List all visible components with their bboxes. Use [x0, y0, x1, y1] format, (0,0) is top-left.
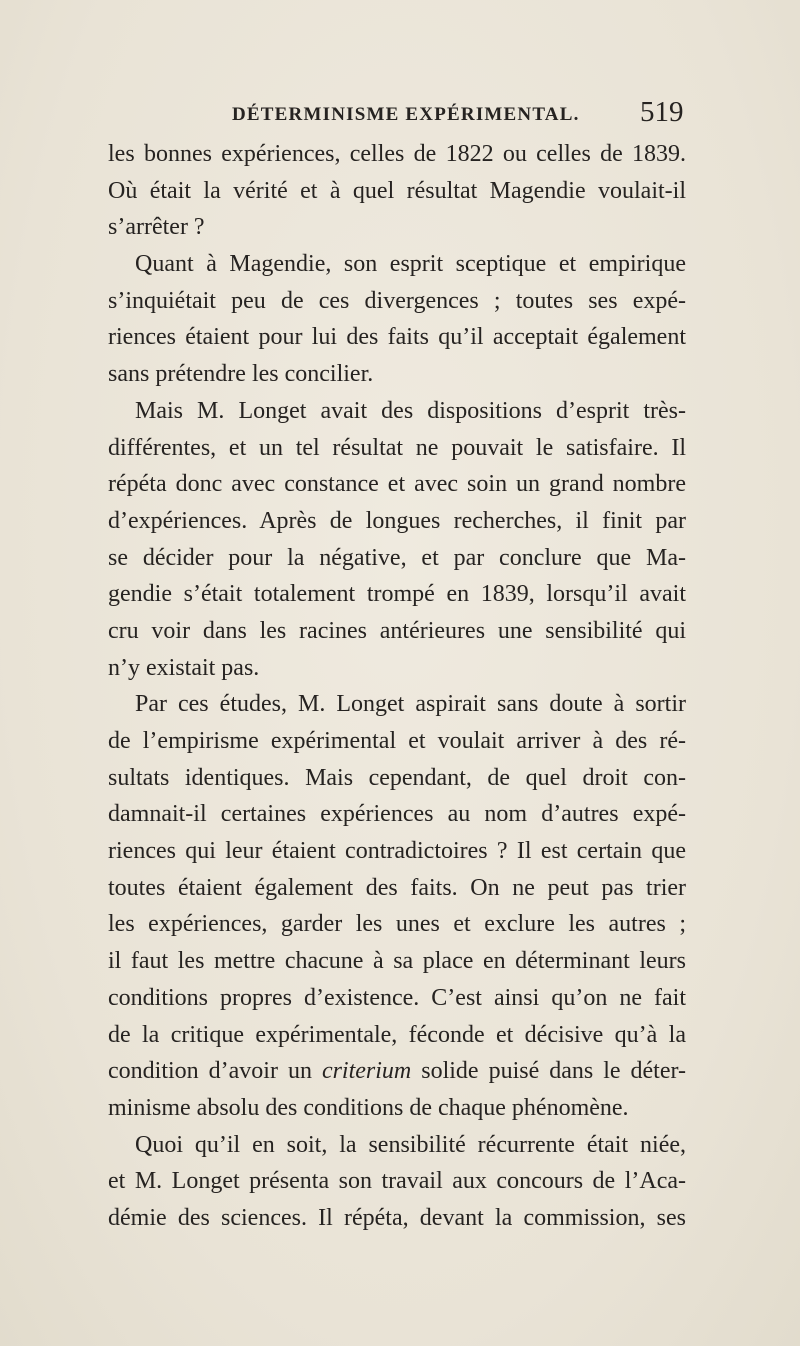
text-line: différentes, et un tel résultat ne pouvait le satisfaire. Il — [108, 434, 686, 461]
text-line: Mais M. Longet avait des dispositions d’esprit très- — [135, 397, 686, 424]
text-line: et M. Longet présenta son travail aux concours de l’Aca- — [108, 1168, 686, 1195]
text-line: les bonnes expériences, celles de 1822 ou celles de 1839. — [108, 141, 686, 167]
text-segment: condition d’avoir un — [108, 1058, 322, 1085]
text-line: cru voir dans les racines antérieures une sensibilité qui — [108, 617, 686, 644]
text-line: Quant à Magendie, son esprit sceptique et empirique — [135, 251, 686, 278]
text-line: s’arrêter ? — [108, 214, 205, 241]
text-line: riences qui leur étaient contradictoires ? Il est certain que — [108, 838, 686, 865]
text-line: Quoi qu’il en soit, la sensibilité récurrente était niée, — [135, 1131, 686, 1158]
text-line: Où était la vérité et à quel résultat Magendie voulait-il — [108, 177, 686, 204]
text-line: toutes étaient également des faits. On ne peut pas trier — [108, 874, 686, 901]
text-line: Par ces études, M. Longet aspirait sans doute à sortir — [135, 691, 686, 718]
text-segment: solide puisé dans le déter- — [411, 1058, 686, 1085]
text-line: de la critique expérimentale, féconde et décisive qu’à la — [108, 1021, 686, 1048]
page-number: 519 — [640, 96, 684, 128]
running-title: DÉTERMINISME EXPÉRIMENTAL. — [232, 104, 580, 125]
text-line: il faut les mettre chacune à sa place en déterminant leurs — [108, 948, 686, 975]
text-line: minisme absolu des conditions de chaque phénomène. — [108, 1094, 629, 1121]
text-line: n’y existait pas. — [108, 654, 260, 681]
text-line: gendie s’était totalement trompé en 1839, lorsqu’il avait — [108, 581, 686, 608]
text-line: d’expériences. Après de longues recherches, il finit par — [108, 507, 686, 534]
text-line: sans prétendre les concilier. — [108, 361, 374, 388]
text-line: démie des sciences. Il répéta, devant la commission, ses — [108, 1204, 686, 1231]
text-line: de l’empirisme expérimental et voulait arriver à des ré- — [108, 728, 686, 754]
text-line: répéta donc avec constance et avec soin un grand nombre — [108, 471, 686, 498]
text-line: sultats identiques. Mais cependant, de quel droit con- — [108, 764, 686, 791]
text-line: se décider pour la négative, et par conclure que Ma- — [108, 544, 686, 571]
text-line: conditions propres d’existence. C’est ainsi qu’on ne fait — [108, 984, 686, 1011]
text-line — [108, 1053, 686, 1090]
text-line: les expériences, garder les unes et exclure les autres ; — [108, 911, 686, 938]
text-line: riences étaient pour lui des faits qu’il acceptait également — [108, 324, 686, 351]
running-head — [0, 96, 800, 130]
text-line: s’inquiétait peu de ces divergences ; toutes ses expé- — [108, 287, 686, 314]
body-text — [108, 136, 686, 1237]
text-line: damnait-il certaines expériences au nom d’autres expé- — [108, 801, 686, 828]
italic-term: criterium — [321, 1058, 412, 1085]
